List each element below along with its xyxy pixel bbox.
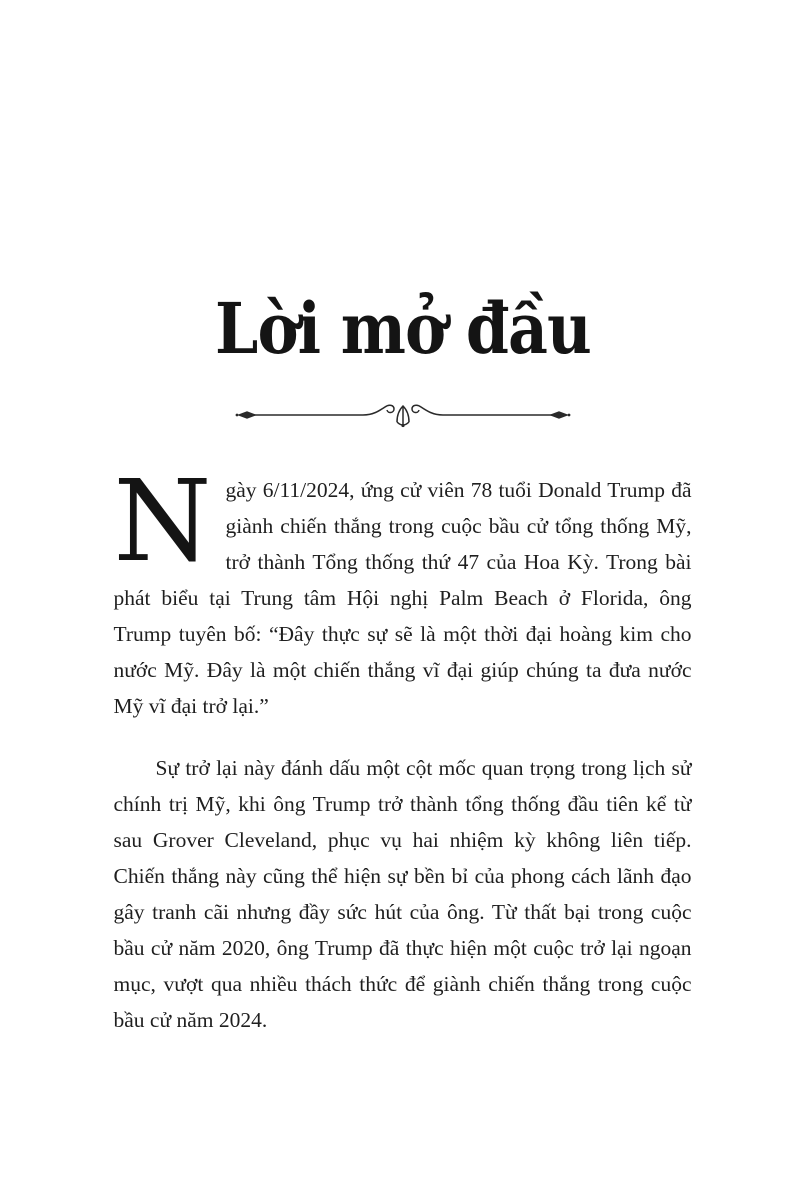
ornamental-divider — [114, 400, 692, 430]
body-paragraph — [113, 456, 692, 724]
paragraph-text: gày 6/11/2024, ứng cử viên 78 tuổi Donald Trump đã giành chiến thắng trong cuộc bầu cử tổng thống Mỹ, trở thành Tổng thống thứ 47 của Hoa Kỳ. Trong bài phát biểu tại Trung tâm Hội nghị Palm Beach ở Florida, ông Trump tuyên bố: “Đây thực sự sẽ là một thời đại hoàng kim cho nước Mỹ. Đây là một chiến thắng vĩ đại giúp chúng ta đưa nước Mỹ vĩ đại trở lại.” — [113, 477, 692, 718]
ornamental-divider-icon — [231, 400, 575, 430]
body-text — [113, 456, 692, 1038]
page-content — [114, 0, 692, 1038]
body-paragraph: Sự trở lại này đánh dấu một cột mốc quan trọng trong lịch sử chính trị Mỹ, khi ông Trump trở thành tổng thống đầu tiên kể từ sau Grover Cleveland, phục vụ hai nhiệm kỳ không liên tiếp. Chiến thắng này cũng thể hiện sự bền bỉ của phong cách lãnh đạo gây tranh cãi nhưng đầy sức hút của ông. Từ thất bại trong cuộc bầu cử năm 2020, ông Trump đã thực hiện một cuộc trở lại ngoạn mục, vượt qua nhiều thách thức để giành chiến thắng trong cuộc bầu cử năm 2024. — [113, 755, 692, 1032]
drop-cap: N — [113, 456, 212, 587]
page-title: Lời mở đầu — [214, 287, 591, 370]
